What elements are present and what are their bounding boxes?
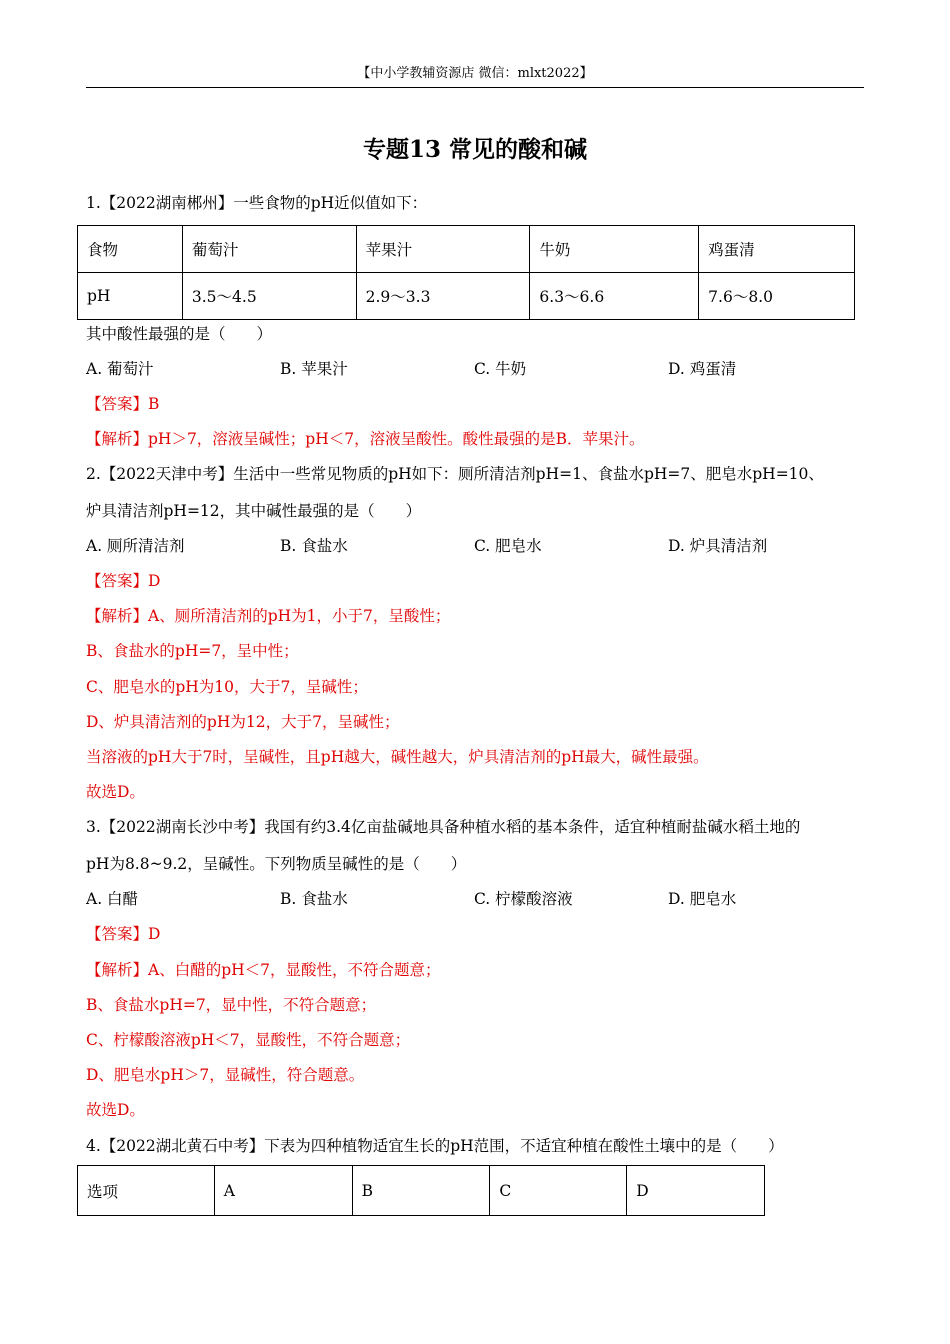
header-rule <box>86 87 864 88</box>
table-cell: 牛奶 <box>530 226 699 273</box>
q3-stem-line2: pH为8.8~9.2，呈碱性。下列物质呈碱性的是（ ） <box>86 855 467 873</box>
option-c: C. 牛奶 <box>474 360 527 378</box>
q2-stem-line2: 炉具清洁剂pH=12，其中碱性最强的是（ ） <box>86 502 422 520</box>
option-c: C. 柠檬酸溶液 <box>474 890 573 908</box>
q2-analysis-line: 故选D。 <box>86 783 145 801</box>
option-b: B. 食盐水 <box>280 890 348 908</box>
q2-analysis-line: 当溶液的pH大于7时，呈碱性，且pH越大，碱性越大，炉具清洁剂的pH最大，碱性最强。 <box>86 748 709 766</box>
q3-analysis-line: D、肥皂水pH＞7，显碱性，符合题意。 <box>86 1066 365 1084</box>
q1-question: 其中酸性最强的是（ ） <box>86 325 273 343</box>
q1-analysis: 【解析】pH＞7，溶液呈碱性；pH＜7，溶液呈酸性。酸性最强的是B．苹果汁。 <box>86 430 645 448</box>
q4-stem: 4.【2022湖北黄石中考】下表为四种植物适宜生长的pH范围，不适宜种植在酸性土壤中的是（ ） <box>86 1137 784 1155</box>
option-c: C. 肥皂水 <box>474 537 542 555</box>
q2-answer: 【答案】D <box>86 572 161 590</box>
table-cell: 2.9～3.3 <box>356 273 530 320</box>
page-header: 【中小学教辅资源店 微信：mlxt2022】 <box>357 66 593 81</box>
q1-ph-table <box>77 225 855 320</box>
table-cell: 鸡蛋清 <box>699 226 855 273</box>
q3-analysis-line: 【解析】A、白醋的pH＜7，显酸性，不符合题意； <box>86 961 441 979</box>
q2-analysis-line: C、肥皂水的pH为10，大于7，呈碱性； <box>86 678 368 696</box>
table-cell: 7.6～8.0 <box>699 273 855 320</box>
q3-analysis-line: C、柠檬酸溶液pH＜7，显酸性，不符合题意； <box>86 1031 411 1049</box>
option-b: B. 苹果汁 <box>280 360 348 378</box>
table-cell: 选项 <box>78 1166 215 1216</box>
table-cell: A <box>214 1166 352 1216</box>
table-cell: 3.5～4.5 <box>182 273 356 320</box>
table-row <box>78 273 855 320</box>
option-d: D. 鸡蛋清 <box>668 360 737 378</box>
q3-analysis-line: 故选D。 <box>86 1101 145 1119</box>
table-row <box>78 1166 765 1216</box>
option-a: A. 白醋 <box>86 890 139 908</box>
table-cell: 食物 <box>78 226 183 273</box>
q4-options-table <box>77 1165 765 1216</box>
q3-analysis-line: B、食盐水pH=7，显中性，不符合题意； <box>86 996 377 1014</box>
q2-analysis-line: 【解析】A、厕所清洁剂的pH为1，小于7，呈酸性； <box>86 607 451 625</box>
table-cell: B <box>352 1166 490 1216</box>
table-cell: C <box>490 1166 627 1216</box>
q2-analysis-line: B、食盐水的pH=7，呈中性； <box>86 642 299 660</box>
option-d: D. 炉具清洁剂 <box>668 537 768 555</box>
option-a: A. 葡萄汁 <box>86 360 154 378</box>
q1-stem: 1.【2022湖南郴州】一些食物的pH近似值如下： <box>86 194 428 212</box>
q3-stem-line1: 3.【2022湖南长沙中考】我国有约3.4亿亩盐碱地具备种植水稻的基本条件，适宜种植耐盐碱水稻土地的 <box>86 818 801 836</box>
option-a: A. 厕所清洁剂 <box>86 537 185 555</box>
table-cell: 苹果汁 <box>356 226 530 273</box>
q2-analysis-line: D、炉具清洁剂的pH为12，大于7，呈碱性； <box>86 713 400 731</box>
table-cell: 6.3～6.6 <box>530 273 699 320</box>
table-cell: pH <box>78 273 183 320</box>
option-d: D. 肥皂水 <box>668 890 737 908</box>
option-b: B. 食盐水 <box>280 537 348 555</box>
q3-answer: 【答案】D <box>86 925 161 943</box>
q2-stem-line1: 2.【2022天津中考】生活中一些常见物质的pH如下：厕所清洁剂pH=1、食盐水pH=7、肥皂水pH=10、 <box>86 465 824 483</box>
table-cell: 葡萄汁 <box>182 226 356 273</box>
table-row <box>78 226 855 273</box>
table-cell: D <box>627 1166 765 1216</box>
page-title: 专题13 常见的酸和碱 <box>362 136 587 163</box>
q1-answer: 【答案】B <box>86 395 160 413</box>
